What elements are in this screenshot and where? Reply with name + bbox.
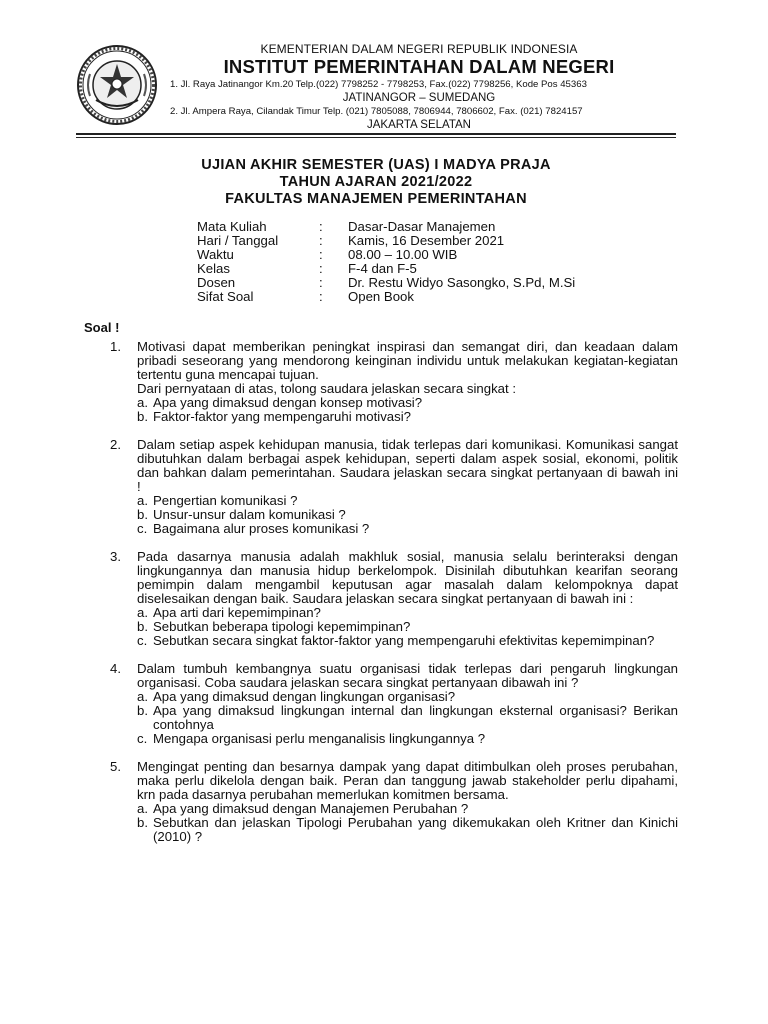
sub-question-text: Mengapa organisasi perlu menganalisis lingkungannya ? [153,731,486,746]
question-item [110,760,678,844]
sub-question-text: Sebutkan beberapa tipologi kepemimpinan? [153,619,411,634]
exam-title [76,157,676,208]
info-row [197,248,575,262]
question-item [110,662,678,746]
sub-question-text: Sebutkan secara singkat faktor-faktor yang mempengaruhi efektivitas kepemimpinan? [153,633,655,648]
question-prompt: Dari pernyataan di atas, tolong saudara jelaskan secara singkat : [137,381,516,396]
info-key: Kelas [197,261,230,276]
letterhead-divider-thick [76,133,676,135]
sub-question [137,704,678,732]
sub-question-letter: b. [137,409,148,424]
question-body [137,438,678,536]
question-list [110,340,678,858]
question-text: Mengingat penting dan besarnya dampak yang dapat ditimbulkan oleh proses perubahan, maka perlu dikelola dengan baik. Peran dan tanggung jawab stakeholder perlu dipahami, krn pada dasarnya perubahan memerlukan komitmen bersama. [137,759,678,802]
sub-question-text: Pengertian komunikasi ? [153,493,298,508]
info-key: Mata Kuliah [197,219,267,234]
questions-heading: Soal ! [84,320,120,335]
city-line-2: JAKARTA SELATAN [367,119,471,131]
sub-question [137,606,678,620]
address-line-1: 1. Jl. Raya Jatinangor Km.20 Telp.(022) 7798252 - 7798253, Fax.(022) 7798256, Kode Pos 45363 [170,79,587,90]
exam-info-table [197,220,575,304]
info-value: Dasar-Dasar Manajemen [348,219,496,234]
address-line-2: 2. Jl. Ampera Raya, Cilandak Timur Telp. (021) 7805088, 7806944, 7806602, Fax. (021) 7824157 [170,106,583,117]
info-row [197,276,575,290]
info-value: Dr. Restu Widyo Sasongko, S.Pd, M.Si [348,275,576,290]
question-number: 1. [110,339,121,354]
info-separator: : [319,219,323,234]
question-item [110,550,678,648]
question-text: Dalam setiap aspek kehidupan manusia, tidak terlepas dari komunikasi. Komunikasi sangat dibutuhkan dalam berbagai aspek kehidupan, seperti dalam aspek sosial, ekonomi, politik dan bahkan dalam pemerintahan. Saudara jelaskan secara singkat pertanyaan di bawah ini ! [137,437,678,494]
city-line-1: JATINANGOR – SUMEDANG [342,92,496,104]
question-number: 2. [110,437,121,452]
sub-question [137,620,678,634]
info-separator: : [319,247,323,262]
info-separator: : [319,275,323,290]
question-body [137,662,678,746]
sub-question-letter: c. [137,633,148,648]
sub-question-text: Apa yang dimaksud lingkungan internal dan lingkungan eksternal organisasi? Berikan contohnya [153,703,678,732]
question-text: Pada dasarnya manusia adalah makhluk sosial, manusia selalu berinteraksi dengan lingkungannya dan manusia hidup berkelompok. Disinilah dibutuhkan kearifan seorang pemimpin dalam mengambil keputusan agar masalah dalam kelompoknya dapat diselesaikan dengan baik. Saudara jelaskan secara singkat pertanyaan di bawah ini : [137,549,678,606]
info-key: Waktu [197,247,234,262]
info-row [197,290,575,304]
question-item [110,340,678,424]
sub-question [137,522,678,536]
letterhead-divider-thin [76,137,676,138]
info-row [197,220,575,234]
sub-question-text: Apa yang dimaksud dengan Manajemen Perubahan ? [153,801,469,816]
info-value: F-4 dan F-5 [348,261,417,276]
sub-question-letter: a. [137,605,148,620]
info-key: Sifat Soal [197,289,254,304]
sub-question-text: Apa arti dari kepemimpinan? [153,605,321,620]
sub-question [137,634,678,648]
question-number: 5. [110,759,121,774]
info-key: Dosen [197,275,236,290]
sub-question-letter: b. [137,815,148,830]
question-number: 3. [110,549,121,564]
sub-question [137,690,678,704]
sub-question [137,494,678,508]
sub-question [137,410,678,424]
sub-question-text: Faktor-faktor yang mempengaruhi motivasi? [153,409,411,424]
sub-question-letter: c. [137,731,148,746]
question-text: Dalam tumbuh kembangnya suatu organisasi tidak terlepas dari pengaruh lingkungan organisasi. Coba saudara jelaskan secara singkat pertanyaan dibawah ini ? [137,661,678,690]
sub-question-letter: a. [137,493,148,508]
institute-name: INSTITUT PEMERINTAHAN DALAM NEGERI [223,56,615,77]
sub-question [137,396,678,410]
info-value: 08.00 – 10.00 WIB [348,247,458,262]
sub-question-text: Apa yang dimaksud dengan lingkungan organisasi? [153,689,456,704]
sub-question-letter: a. [137,801,148,816]
question-text: Motivasi dapat memberikan peningkat inspirasi dan semangat diri, dan keadaan dalam pribadi seseorang yang mendorong keinginan individu untuk melakukan kegiatan-kegiatan tertentu guna mencapai tujuan. [137,339,678,382]
question-body [137,550,678,648]
sub-question-text: Sebutkan dan jelaskan Tipologi Perubahan yang dikemukakan oleh Kritner dan Kinichi (2010) ? [153,815,678,844]
letterhead [166,42,672,132]
info-separator: : [319,289,323,304]
sub-question-text: Apa yang dimaksud dengan konsep motivasi? [153,395,423,410]
info-row [197,262,575,276]
sub-question-letter: c. [137,521,148,536]
sub-question-letter: a. [137,395,148,410]
info-separator: : [319,261,323,276]
sub-question [137,802,678,816]
sub-question-letter: a. [137,689,148,704]
sub-question [137,816,678,844]
ministry-name: KEMENTERIAN DALAM NEGERI REPUBLIK INDONESIA [260,42,578,56]
institute-emblem-logo [76,44,158,126]
info-value: Open Book [348,289,414,304]
question-body [137,340,678,424]
question-item [110,438,678,536]
info-value: Kamis, 16 Desember 2021 [348,233,505,248]
info-row [197,234,575,248]
sub-question [137,508,678,522]
sub-question [137,732,678,746]
question-body [137,760,678,844]
info-key: Hari / Tanggal [197,233,279,248]
sub-question-letter: b. [137,619,148,634]
exam-title-line-1: UJIAN AKHIR SEMESTER (UAS) I MADYA PRAJA [201,157,551,173]
sub-question-text: Unsur-unsur dalam komunikasi ? [153,507,346,522]
sub-question-text: Bagaimana alur proses komunikasi ? [153,521,370,536]
question-number: 4. [110,661,121,676]
sub-question-letter: b. [137,507,148,522]
exam-title-line-3: FAKULTAS MANAJEMEN PEMERINTAHAN [225,191,527,207]
info-separator: : [319,233,323,248]
exam-title-line-2: TAHUN AJARAN 2021/2022 [279,174,473,190]
sub-question-letter: b. [137,703,148,718]
